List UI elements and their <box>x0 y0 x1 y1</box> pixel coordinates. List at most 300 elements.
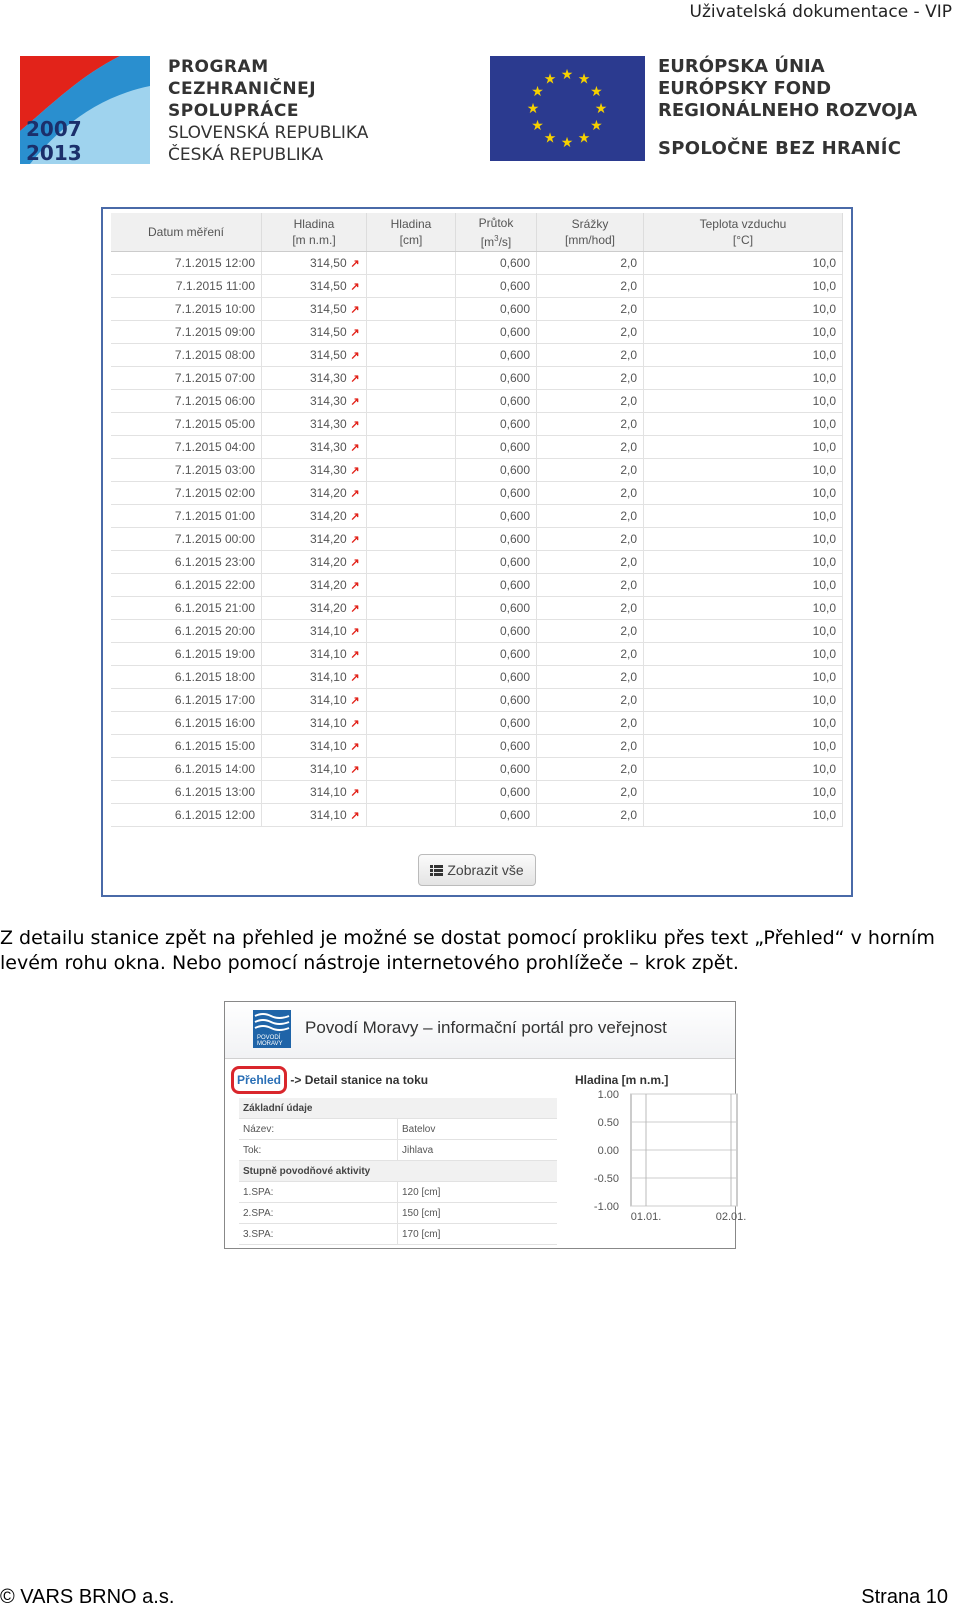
cell-level-cm <box>367 459 456 482</box>
cell-precip: 2,0 <box>537 459 644 482</box>
cell-level-cm <box>367 252 456 275</box>
eu-line: EURÓPSKA ÚNIA <box>658 56 825 77</box>
arrow-up-right-icon: ↗ <box>350 695 360 707</box>
show-all-label: Zobrazit vše <box>447 862 524 878</box>
cell-precip: 2,0 <box>537 574 644 597</box>
table-row <box>111 505 843 528</box>
level-value: 314,50 <box>309 279 347 293</box>
cell-flow: 0,600 <box>456 252 537 275</box>
cell-precip: 2,0 <box>537 367 644 390</box>
star-icon: ★ <box>577 130 591 147</box>
cell-date: 6.1.2015 23:00 <box>111 551 262 574</box>
cell-flow: 0,600 <box>456 321 537 344</box>
table-row <box>111 804 843 827</box>
show-all-button[interactable] <box>418 854 536 886</box>
list-icon <box>430 865 443 876</box>
arrow-up-right-icon: ↗ <box>350 580 360 592</box>
cell-date: 6.1.2015 22:00 <box>111 574 262 597</box>
cell-date: 6.1.2015 12:00 <box>111 804 262 827</box>
table-row <box>239 1224 557 1245</box>
program-logo-mark <box>20 56 156 164</box>
logo-line: CEZHRANIČNEJ <box>168 79 317 99</box>
cell-level-cm <box>367 620 456 643</box>
table-row <box>111 436 843 459</box>
cell-date: 6.1.2015 16:00 <box>111 712 262 735</box>
cell-flow: 0,600 <box>456 597 537 620</box>
star-icon: ★ <box>590 118 603 134</box>
table-row <box>111 643 843 666</box>
cell-level-cm <box>367 666 456 689</box>
info-label: 3.SPA: <box>239 1224 398 1245</box>
cell-precip: 2,0 <box>537 781 644 804</box>
arrow-up-right-icon: ↗ <box>350 281 360 293</box>
cell-level-cm <box>367 712 456 735</box>
cell-date: 7.1.2015 04:00 <box>111 436 262 459</box>
cell-precip: 2,0 <box>537 344 644 367</box>
x-tick-label: 02.01. <box>715 1211 747 1223</box>
logo-line: PROGRAM <box>168 57 269 77</box>
cell-flow: 0,600 <box>456 666 537 689</box>
arrow-up-right-icon: ↗ <box>350 787 360 799</box>
x-tick-label: 01.01. <box>630 1211 662 1223</box>
table-row <box>111 551 843 574</box>
logo-year-1: 2007 <box>26 117 82 141</box>
section-row <box>239 1098 557 1119</box>
table-row <box>239 1203 557 1224</box>
y-tick-label: 0.00 <box>597 1145 619 1157</box>
cell-date: 7.1.2015 06:00 <box>111 390 262 413</box>
eu-line: REGIONÁLNEHO ROZVOJA <box>658 100 918 121</box>
footer-copyright: © VARS BRNO a.s. <box>0 1586 175 1608</box>
y-tick-label: 0.50 <box>597 1117 619 1129</box>
cell-date: 7.1.2015 07:00 <box>111 367 262 390</box>
cell-temp: 10,0 <box>644 459 843 482</box>
footer-page-number: Strana 10 <box>861 1586 948 1608</box>
table-header-row <box>111 213 843 252</box>
cell-flow: 0,600 <box>456 689 537 712</box>
station-info-table <box>239 1098 557 1245</box>
cell-temp: 10,0 <box>644 321 843 344</box>
cell-temp: 10,0 <box>644 620 843 643</box>
cell-flow: 0,600 <box>456 482 537 505</box>
arrow-up-right-icon: ↗ <box>350 672 360 684</box>
cell-temp: 10,0 <box>644 528 843 551</box>
level-value: 314,30 <box>309 417 347 431</box>
cell-flow: 0,600 <box>456 390 537 413</box>
cell-level-mnm <box>262 712 367 735</box>
level-value: 314,30 <box>309 440 347 454</box>
table-row <box>111 344 843 367</box>
level-value: 314,20 <box>309 486 347 500</box>
level-value: 314,20 <box>309 578 347 592</box>
col-header-flow[interactable]: Průtok $[m^3/s]$ <box>456 213 537 252</box>
cell-temp: 10,0 <box>644 275 843 298</box>
cell-precip: 2,0 <box>537 505 644 528</box>
measurements-screenshot <box>101 207 853 897</box>
cell-date: 7.1.2015 05:00 <box>111 413 262 436</box>
level-chart <box>565 1088 747 1250</box>
eu-logo <box>490 56 950 168</box>
arrow-up-right-icon: ↗ <box>350 327 360 339</box>
cell-date: 6.1.2015 19:00 <box>111 643 262 666</box>
arrow-up-right-icon: ↗ <box>350 465 360 477</box>
cell-temp: 10,0 <box>644 390 843 413</box>
cell-precip: 2,0 <box>537 390 644 413</box>
info-label: Tok: <box>239 1140 398 1161</box>
cell-temp: 10,0 <box>644 712 843 735</box>
table-row <box>111 781 843 804</box>
cell-date: 7.1.2015 01:00 <box>111 505 262 528</box>
cell-temp: 10,0 <box>644 804 843 827</box>
cell-temp: 10,0 <box>644 551 843 574</box>
cell-date: 6.1.2015 17:00 <box>111 689 262 712</box>
logo-line: SLOVENSKÁ REPUBLIKA <box>168 123 369 143</box>
level-value: 314,10 <box>309 624 347 638</box>
y-tick-label: -0.50 <box>593 1173 619 1185</box>
level-value: 314,30 <box>309 463 347 477</box>
cell-precip: 2,0 <box>537 689 644 712</box>
cell-level-cm <box>367 781 456 804</box>
cell-temp: 10,0 <box>644 689 843 712</box>
cell-precip: 2,0 <box>537 712 644 735</box>
cell-date: 7.1.2015 00:00 <box>111 528 262 551</box>
cell-level-mnm <box>262 735 367 758</box>
cell-flow: 0,600 <box>456 758 537 781</box>
cell-level-mnm <box>262 804 367 827</box>
level-value: 314,20 <box>309 509 347 523</box>
arrow-up-right-icon: ↗ <box>350 511 360 523</box>
star-icon: ★ <box>526 101 540 117</box>
cell-flow: 0,600 <box>456 804 537 827</box>
cell-level-cm <box>367 643 456 666</box>
level-value: 314,20 <box>309 532 347 546</box>
star-icon: ★ <box>594 101 608 117</box>
cell-temp: 10,0 <box>644 344 843 367</box>
level-value: 314,30 <box>309 371 347 385</box>
cell-flow: 0,600 <box>456 528 537 551</box>
level-value: 314,10 <box>309 693 347 707</box>
cell-date: 6.1.2015 21:00 <box>111 597 262 620</box>
arrow-up-right-icon: ↗ <box>350 603 360 615</box>
table-row <box>111 321 843 344</box>
cell-level-cm <box>367 298 456 321</box>
arrow-up-right-icon: ↗ <box>350 557 360 569</box>
portal-screenshot <box>224 1001 747 1249</box>
cell-temp: 10,0 <box>644 666 843 689</box>
cell-level-cm <box>367 344 456 367</box>
cell-temp: 10,0 <box>644 436 843 459</box>
cell-level-cm <box>367 436 456 459</box>
level-value: 314,10 <box>309 762 347 776</box>
cell-level-cm <box>367 367 456 390</box>
cell-precip: 2,0 <box>537 597 644 620</box>
table-row <box>111 528 843 551</box>
cell-level-cm <box>367 804 456 827</box>
cell-date: 7.1.2015 10:00 <box>111 298 262 321</box>
cell-flow: 0,600 <box>456 551 537 574</box>
cell-level-cm <box>367 390 456 413</box>
program-logo <box>20 56 420 168</box>
cell-precip: 2,0 <box>537 620 644 643</box>
cell-level-mnm <box>262 781 367 804</box>
cell-level-mnm <box>262 413 367 436</box>
cell-level-mnm <box>262 574 367 597</box>
portal-header <box>225 1002 735 1059</box>
level-value: 314,10 <box>309 785 347 799</box>
star-icon: ★ <box>560 135 574 151</box>
cell-flow: 0,600 <box>456 574 537 597</box>
level-value: 314,50 <box>309 256 347 270</box>
cell-flow: 0,600 <box>456 413 537 436</box>
cell-level-mnm <box>262 689 367 712</box>
measurements-table <box>111 213 843 827</box>
document-title: Uživatelská dokumentace - VIP <box>689 2 952 22</box>
cell-date: 6.1.2015 20:00 <box>111 620 262 643</box>
cell-precip: 2,0 <box>537 643 644 666</box>
cell-precip: 2,0 <box>537 758 644 781</box>
table-row <box>111 597 843 620</box>
star-icon: ★ <box>543 71 557 88</box>
cell-temp: 10,0 <box>644 735 843 758</box>
logo-text: POVODÍ <box>257 1035 281 1041</box>
table-row <box>111 689 843 712</box>
cell-level-mnm <box>262 367 367 390</box>
povodi-moravy-logo-icon <box>253 1010 291 1048</box>
y-tick-label: -1.00 <box>593 1201 619 1213</box>
cell-precip: 2,0 <box>537 252 644 275</box>
level-value: 314,10 <box>309 670 347 684</box>
arrow-up-right-icon: ↗ <box>350 810 360 822</box>
cell-level-cm <box>367 528 456 551</box>
table-row <box>111 712 843 735</box>
table-row <box>111 758 843 781</box>
cell-level-cm <box>367 551 456 574</box>
breadcrumb-overview-link[interactable]: Přehled <box>231 1066 287 1094</box>
cell-level-cm <box>367 413 456 436</box>
star-icon: ★ <box>560 67 574 83</box>
info-value: 170 [cm] <box>398 1224 558 1245</box>
cell-precip: 2,0 <box>537 551 644 574</box>
level-value: 314,20 <box>309 601 347 615</box>
cell-flow: 0,600 <box>456 712 537 735</box>
cell-level-mnm <box>262 459 367 482</box>
table-row <box>239 1140 557 1161</box>
col-header-level-cm[interactable]: Hladina [cm] <box>367 213 456 252</box>
level-value: 314,50 <box>309 348 347 362</box>
cell-level-mnm <box>262 666 367 689</box>
level-value: 314,20 <box>309 555 347 569</box>
cell-level-mnm <box>262 597 367 620</box>
cell-level-mnm <box>262 528 367 551</box>
table-row <box>111 390 843 413</box>
cell-flow: 0,600 <box>456 436 537 459</box>
level-value: 314,10 <box>309 739 347 753</box>
cell-flow: 0,600 <box>456 643 537 666</box>
cell-level-cm <box>367 689 456 712</box>
cell-precip: 2,0 <box>537 413 644 436</box>
cell-flow: 0,600 <box>456 275 537 298</box>
cell-level-cm <box>367 321 456 344</box>
arrow-up-right-icon: ↗ <box>350 534 360 546</box>
level-value: 314,50 <box>309 302 347 316</box>
table-row <box>111 413 843 436</box>
arrow-up-right-icon: ↗ <box>350 764 360 776</box>
portal-title: Povodí Moravy – informační portál pro veřejnost <box>305 1018 667 1037</box>
level-value: 314,10 <box>309 808 347 822</box>
cell-temp: 10,0 <box>644 298 843 321</box>
arrow-up-right-icon: ↗ <box>350 258 360 270</box>
arrow-up-right-icon: ↗ <box>350 373 360 385</box>
cell-temp: 10,0 <box>644 597 843 620</box>
chart-title: Hladina [m n.m.] <box>575 1073 669 1087</box>
cell-precip: 2,0 <box>537 298 644 321</box>
cell-precip: 2,0 <box>537 275 644 298</box>
cell-level-mnm <box>262 758 367 781</box>
cell-date: 7.1.2015 03:00 <box>111 459 262 482</box>
table-row <box>111 252 843 275</box>
cell-flow: 0,600 <box>456 620 537 643</box>
cell-level-mnm <box>262 275 367 298</box>
col-header-precip[interactable]: Srážky [mm/hod] <box>537 213 644 252</box>
cell-flow: 0,600 <box>456 505 537 528</box>
arrow-up-right-icon: ↗ <box>350 419 360 431</box>
logo-text: MORAVY <box>257 1041 283 1047</box>
arrow-up-right-icon: ↗ <box>350 396 360 408</box>
col-header-temp[interactable]: Teplota vzduchu [°C] <box>644 213 843 252</box>
cell-date: 7.1.2015 02:00 <box>111 482 262 505</box>
info-value: Batelov <box>398 1119 558 1140</box>
cell-temp: 10,0 <box>644 413 843 436</box>
arrow-up-right-icon: ↗ <box>350 649 360 661</box>
table-row <box>111 620 843 643</box>
cell-level-mnm <box>262 390 367 413</box>
star-icon: ★ <box>531 84 544 100</box>
breadcrumb <box>237 1073 428 1087</box>
cell-temp: 10,0 <box>644 643 843 666</box>
cell-level-mnm <box>262 620 367 643</box>
cell-temp: 10,0 <box>644 505 843 528</box>
cell-precip: 2,0 <box>537 528 644 551</box>
info-label: Název: <box>239 1119 398 1140</box>
cell-flow: 0,600 <box>456 298 537 321</box>
cell-level-mnm <box>262 344 367 367</box>
cell-date: 6.1.2015 18:00 <box>111 666 262 689</box>
cell-level-mnm <box>262 252 367 275</box>
level-value: 314,10 <box>309 716 347 730</box>
cell-precip: 2,0 <box>537 321 644 344</box>
table-row <box>111 574 843 597</box>
cell-temp: 10,0 <box>644 367 843 390</box>
cell-level-mnm <box>262 436 367 459</box>
instruction-paragraph: Z detailu stanice zpět na přehled je možné se dostat pomocí prokliku přes text „Přehled“ v horním levém rohu okna. Nebo pomocí nástroje internetového prohlížeče – krok zpět. <box>0 927 935 974</box>
cell-temp: 10,0 <box>644 482 843 505</box>
level-value: 314,30 <box>309 394 347 408</box>
star-icon: ★ <box>543 130 557 147</box>
info-value: Jihlava <box>398 1140 558 1161</box>
section-title: Stupně povodňové aktivity <box>239 1161 557 1182</box>
arrow-up-right-icon: ↗ <box>350 741 360 753</box>
cell-flow: 0,600 <box>456 781 537 804</box>
arrow-up-right-icon: ↗ <box>350 718 360 730</box>
cell-level-mnm <box>262 321 367 344</box>
section-row <box>239 1161 557 1182</box>
cell-level-mnm <box>262 551 367 574</box>
breadcrumb-current: Detail stanice na toku <box>304 1073 429 1087</box>
cell-level-cm <box>367 275 456 298</box>
cell-precip: 2,0 <box>537 482 644 505</box>
table-row <box>239 1182 557 1203</box>
star-icon: ★ <box>531 118 544 134</box>
cell-date: 7.1.2015 08:00 <box>111 344 262 367</box>
cell-date: 6.1.2015 13:00 <box>111 781 262 804</box>
info-label: 2.SPA: <box>239 1203 398 1224</box>
cell-temp: 10,0 <box>644 574 843 597</box>
table-row <box>111 367 843 390</box>
level-value: 314,50 <box>309 325 347 339</box>
info-label: 1.SPA: <box>239 1182 398 1203</box>
cell-level-mnm <box>262 505 367 528</box>
eu-flag-icon <box>490 56 645 161</box>
cell-temp: 10,0 <box>644 252 843 275</box>
cell-date: 7.1.2015 09:00 <box>111 321 262 344</box>
table-row <box>111 735 843 758</box>
arrow-up-right-icon: ↗ <box>350 350 360 362</box>
col-header-level-mnm[interactable]: Hladina [m n.m.] <box>262 213 367 252</box>
cell-level-cm <box>367 758 456 781</box>
cell-precip: 2,0 <box>537 436 644 459</box>
table-row <box>111 298 843 321</box>
cell-flow: 0,600 <box>456 459 537 482</box>
cell-temp: 10,0 <box>644 758 843 781</box>
info-value: 150 [cm] <box>398 1203 558 1224</box>
breadcrumb-separator: -> <box>290 1073 302 1087</box>
star-icon: ★ <box>590 84 603 100</box>
info-value: 120 [cm] <box>398 1182 558 1203</box>
section-title: Základní údaje <box>239 1098 557 1119</box>
cell-date: 7.1.2015 12:00 <box>111 252 262 275</box>
cell-temp: 10,0 <box>644 781 843 804</box>
logo-year-2: 2013 <box>26 141 82 165</box>
cell-level-cm <box>367 597 456 620</box>
cell-date: 7.1.2015 11:00 <box>111 275 262 298</box>
y-tick-label: 1.00 <box>597 1089 619 1101</box>
logo-line: SPOLUPRÁCE <box>168 101 299 121</box>
table-row <box>111 482 843 505</box>
cell-level-cm <box>367 482 456 505</box>
star-icon: ★ <box>577 71 591 88</box>
cell-level-mnm <box>262 482 367 505</box>
cell-precip: 2,0 <box>537 666 644 689</box>
table-row <box>111 459 843 482</box>
cell-date: 6.1.2015 15:00 <box>111 735 262 758</box>
arrow-up-right-icon: ↗ <box>350 442 360 454</box>
arrow-up-right-icon: ↗ <box>350 304 360 316</box>
table-row <box>239 1119 557 1140</box>
cell-level-cm <box>367 574 456 597</box>
cell-level-mnm <box>262 298 367 321</box>
cell-precip: 2,0 <box>537 804 644 827</box>
cell-level-mnm <box>262 643 367 666</box>
col-header-date[interactable]: Datum měření <box>111 213 262 252</box>
cell-flow: 0,600 <box>456 344 537 367</box>
cell-date: 6.1.2015 14:00 <box>111 758 262 781</box>
arrow-up-right-icon: ↗ <box>350 488 360 500</box>
cell-level-cm <box>367 735 456 758</box>
eu-slogan: SPOLOČNE BEZ HRANÍC <box>658 138 902 159</box>
arrow-up-right-icon: ↗ <box>350 626 360 638</box>
cell-level-cm <box>367 505 456 528</box>
table-row <box>111 275 843 298</box>
